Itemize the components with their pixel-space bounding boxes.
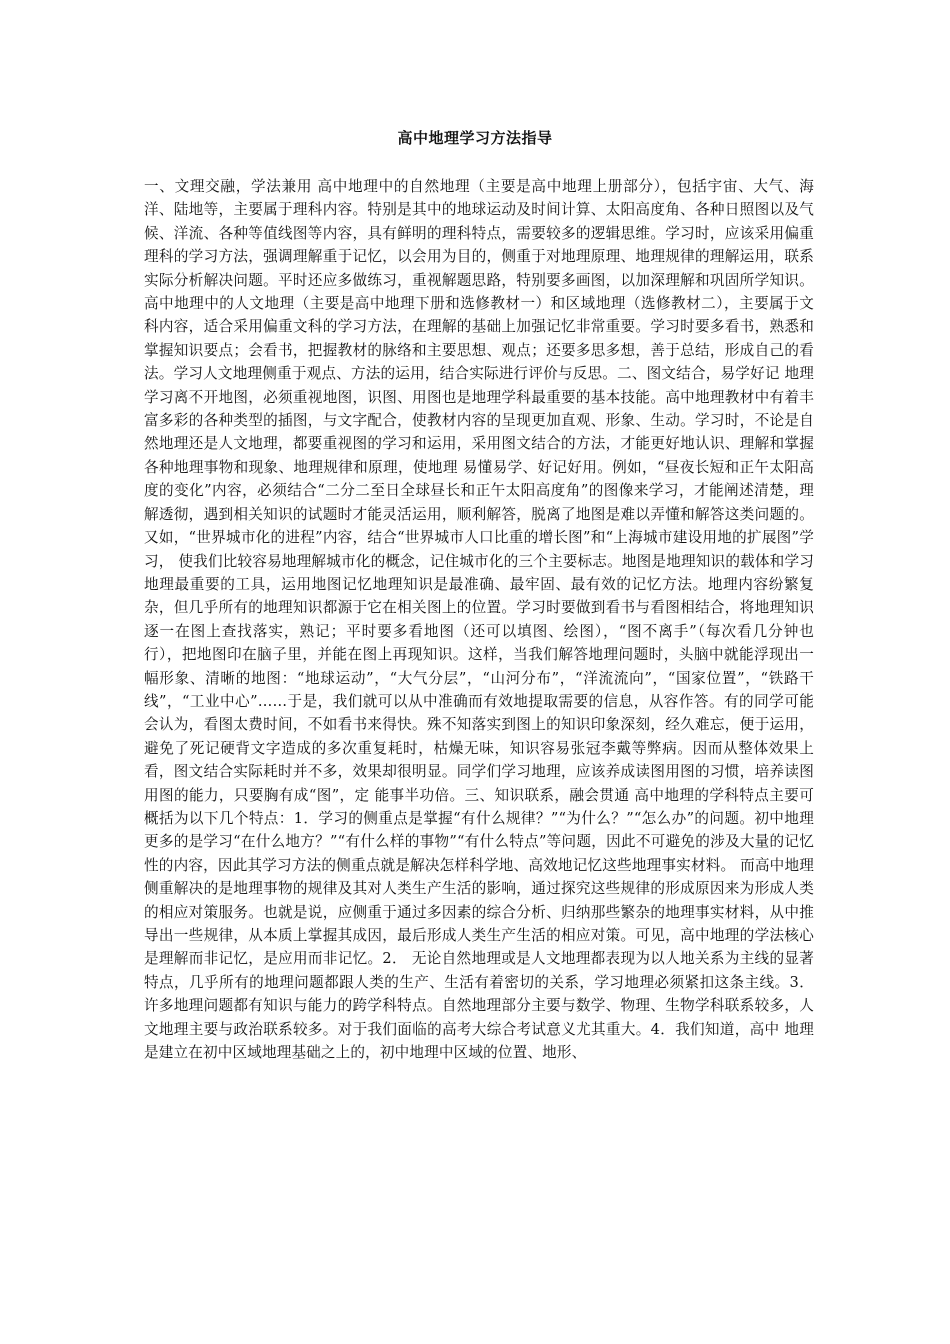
document-title: 高中地理学习方法指导 (397, 129, 553, 147)
document-body-paragraph: 一、文理交融，学法兼用 高中地理中的自然地理（主要是高中地理上册部分），包括宇宙、大气、海洋、陆地等，主要属于理科内容。特别是其中的地球运动及时间计算、太阳高度角、各种日照图以及气候、洋流、各种等值线图等内容，具有鲜明的理科特点，需要较多的逻辑思维。学习时，应该采用偏重理科的学习方法，强调理解重于记忆，以会用为目的，侧重于对地理原理、地理规律的理解运用，联系实际分析解决问题。平时还应多做练习，重视解题思路，特别要多画图，以加深理解和巩固所学知识。高中地理中的人文地理（主要是高中地理下册和选修教材一）和区域地理（选修教材二），主要属于文科内容，适合采用偏重文科的学习方法，在理解的基础上加强记忆非常重要。学习时要多看书，熟悉和掌握知识要点；会看书，把握教材的脉络和主要思想、观点；还要多思多想，善于总结，形成自己的看法。学习人文地理侧重于观点、方法的运用，结合实际进行评价与反思。二、图文结合，易学好记 地理学习离不开地图，必须重视地图，识图、用图也是地理学科最重要的基本技能。高中地理教材中有着丰富多彩的各种类型的插图，与文字配合，使教材内容的呈现更加直观、形象、生动。学习时，不论是自然地理还是人文地理，都要重视图的学习和运用，采用图文结合的方法，才能更好地认识、理解和掌握各种地理事物和现象、地理规律和原理，使地理 易懂易学、好记好用。例如，“昼夜长短和正午太阳高度的变化”内容，必须结合“二分二至日全球昼长和正午太阳高度角”的图像来学习，才能阐述清楚，理解透彻，遇到相关知识的试题时才能灵活运用，顺利解答，脱离了地图是难以弄懂和解答这类问题的。又如，“世界城市化的进程”内容，结合“世界城市人口比重的增长图”和“上海城市建设用地的扩展图”学习， 使我们比较容易地理解城市化的概念，记住城市化的三个主要标志。地图是地理知识的载体和学习地理最重要的工具，运用地图记忆地理知识是最准确、最牢固、最有效的记忆方法。地理内容纷繁复杂，但几乎所有的地理知识都源于它在相关图上的位置。学习时要做到看书与看图相结合，将地理知识逐一在图上查找落实，熟记；平时要多看地图（还可以填图、绘图），“图不离手”（每次看几分钟也行），把地图印在脑子里，并能在图上再现知识。这样，当我们解答地理问题时，头脑中就能浮现出一幅形象、清晰的地图：“地球运动”，“大气分层”，“山河分布”，“洋流流向”，“国家位置”，“铁路干线”，“工业中心”……于是，我们就可以从中准确而有效地提取需要的信息，从容作答。有的同学可能会认为，看图太费时间，不如看书来得快。殊不知落实到图上的知识印象深刻，经久难忘，便于运用，避免了死记硬背文字造成的多次重复耗时，枯燥无味，知识容易张冠李戴等弊病。因而从整体效果上看，图文结合实际耗时并不多，效果却很明显。同学们学习地理，应该养成读图用图的习惯，培养读图用图的能力，只要胸有成“图”，定 能事半功倍。三、知识联系，融会贯通 高中地理的学科特点主要可概括为以下几个特点：1．学习的侧重点是掌握“有什么规律？”“为什么？”“怎么办”的问题。初中地理更多的是学习“在什么地方？”“有什么样的事物”“有什么特点”等问题，因此不可避免的涉及大量的记忆性的内容，因此其学习方法的侧重点就是解决怎样科学地、高效地记忆这些地理事实材料。 而高中地理侧重解决的是地理事物的规律及其对人类生产生活的影响，通过探究这些规律的形成原因来为形成人类的相应对策服务。也就是说，应侧重于通过多因素的综合分析、归纳那些繁杂的地理事实材料，从中推导出一些规律，从本质上掌握其成因，最后形成人类生产生活的相应对策。可见，高中地理的学法核心是理解而非记忆，是应用而非记忆。2． 无论自然地理或是人文地理都表现为以人地关系为主线的显著特点，几乎所有的地理问题都跟人类的生产、生活有着密切的关系，学习地理必须紧扣这条主线。3．许多地理问题都有知识与能力的跨学科特点。自然地理部分主要与数学、物理、生物学科联系较多，人文地理主要与政治联系较多。对于我们面临的高考大综合考试意义尤其重大。4．我们知道，高中 地理是建立在初中区域地理基础之上的，初中地理中区域的位置、地形、 (144, 178, 814, 1062)
